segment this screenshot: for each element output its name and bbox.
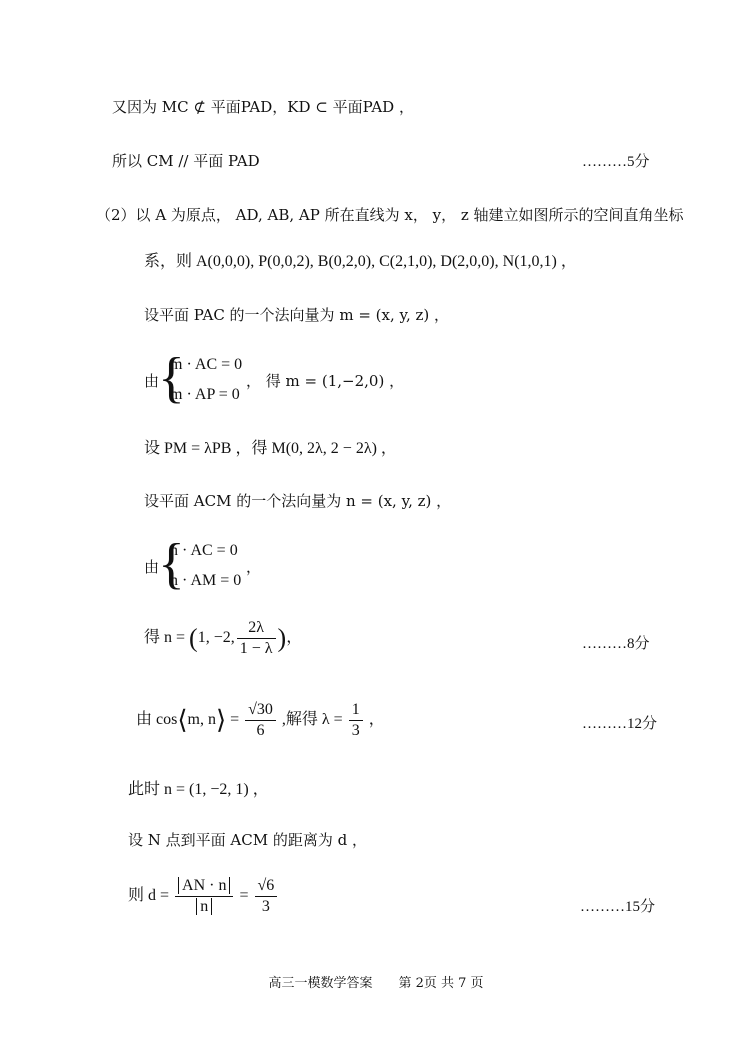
system-2-row-2: n · AM = 0 bbox=[170, 572, 242, 589]
line-normal-pac: 设平面 PAC 的一个法向量为 m = (x, y, z) ， bbox=[144, 306, 450, 324]
distance-pre: 则 d = bbox=[128, 887, 174, 905]
distance-value-numerator: √6 bbox=[255, 876, 278, 897]
paren-open: ( bbox=[189, 623, 198, 653]
brace-2: { bbox=[158, 533, 185, 595]
n-vector-mid: 1, −2, bbox=[197, 629, 235, 647]
distance-numerator bbox=[175, 876, 233, 897]
score-12: ………12分 bbox=[582, 716, 658, 732]
n-vector-fraction bbox=[237, 618, 276, 659]
line-pm-lambda: 设 PM = λPB ，得 M(0, 2λ, 2 − 2λ) ， bbox=[144, 440, 397, 457]
system-1-row-2: m · AP = 0 bbox=[170, 386, 240, 403]
line-coordinates: 系，则 A(0,0,0), P(0,0,2), B(0,2,0), C(2,1,0), D(2,0,0), N(1,0,1) ， bbox=[144, 253, 577, 270]
score-15: ………15分 bbox=[580, 899, 656, 915]
line-not-in-plane: 又因为 MC ⊄ 平面PAD，KD ⊂ 平面PAD ， bbox=[112, 98, 414, 116]
line-parallel-conclusion: 所以 CM // 平面 PAD bbox=[112, 152, 260, 170]
line-part2-setup bbox=[96, 204, 684, 225]
cos-post: ， bbox=[364, 711, 385, 729]
part2-setup-text: 以 A 为原点， AD, AB, AP 所在直线为 x， y， z 轴建立如图所示的空间直角坐标 bbox=[135, 206, 684, 224]
cos-eq: = bbox=[226, 711, 244, 729]
line-cos-angle bbox=[136, 700, 385, 741]
line-n-vector bbox=[144, 618, 302, 659]
distance-fraction bbox=[175, 876, 233, 917]
n-vector-denominator: 1 − λ bbox=[239, 640, 273, 657]
part2-number: （2） bbox=[96, 206, 136, 224]
lambda-fraction bbox=[349, 700, 363, 741]
line-distance-setup: 设 N 点到平面 ACM 的距离为 d ， bbox=[128, 831, 368, 849]
score-8: ………8分 bbox=[582, 636, 650, 652]
n-vector-numerator: 2λ bbox=[237, 618, 276, 639]
angle-close: ⟩ bbox=[215, 705, 227, 735]
distance-eq: = bbox=[235, 887, 253, 905]
line-distance-result bbox=[128, 876, 279, 917]
brace-1: { bbox=[158, 347, 185, 409]
system-1-row-1: m · AC = 0 bbox=[170, 356, 243, 373]
page-footer: 高三一模数学答案 第 2页 共 7 页 bbox=[268, 976, 484, 991]
cos-pre: 由 cos bbox=[136, 711, 178, 729]
distance-denominator bbox=[175, 897, 233, 917]
paren-close: ) bbox=[277, 623, 287, 653]
distance-value-fraction bbox=[255, 876, 278, 917]
line-system-2-pre: 由 bbox=[144, 558, 160, 576]
n-vector-pre: 得 n = bbox=[144, 629, 190, 647]
line-system-1-pre: 由 bbox=[144, 372, 160, 390]
lambda-denominator: 3 bbox=[351, 722, 360, 739]
lambda-numerator: 1 bbox=[349, 700, 363, 721]
cos-numerator: √30 bbox=[245, 700, 276, 721]
n-vector-post: ， bbox=[286, 629, 303, 647]
distance-denominator-value: n bbox=[196, 898, 212, 915]
system-2-post: ， bbox=[246, 558, 262, 576]
angle-open: ⟨ bbox=[177, 705, 188, 735]
line-n-result: 此时 n = (1, −2, 1) ， bbox=[128, 781, 269, 798]
distance-numerator-value: AN · n bbox=[178, 877, 230, 894]
line-normal-acm: 设平面 ACM 的一个法向量为 n = (x, y, z) ， bbox=[144, 492, 452, 510]
cos-mid: ,解得 λ = bbox=[277, 711, 347, 729]
system-2-row-1: n · AC = 0 bbox=[170, 542, 238, 559]
score-5: ………5分 bbox=[582, 154, 650, 170]
cos-fraction bbox=[245, 700, 276, 741]
cos-denominator: 6 bbox=[256, 722, 265, 739]
cos-angle-vectors: m, n bbox=[187, 711, 216, 729]
distance-value-denominator: 3 bbox=[261, 898, 270, 915]
system-1-result: ， 得 m = (1,−2,0) ， bbox=[246, 372, 405, 390]
